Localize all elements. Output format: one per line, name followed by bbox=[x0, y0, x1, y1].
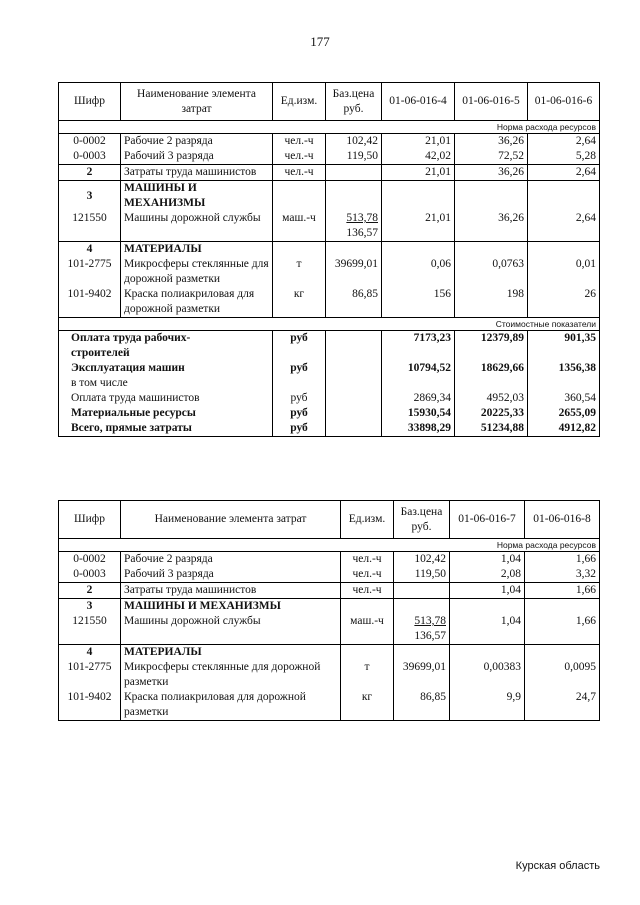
norm-label: Норма расхода ресурсов bbox=[450, 539, 600, 552]
row-name: Микросферы стеклянные для дорожной разметки bbox=[121, 660, 341, 690]
row-value-1: 0,00383 bbox=[450, 660, 525, 690]
resource-table-1 bbox=[58, 82, 600, 437]
row-value-2: 36,26 bbox=[455, 211, 528, 242]
cost-unit: руб bbox=[273, 421, 326, 437]
cost-value-2: 20225,33 bbox=[455, 406, 528, 421]
header-unit: Ед.изм. bbox=[341, 501, 394, 539]
section-title: МАШИНЫ И МЕХАНИЗМЫ bbox=[121, 599, 341, 615]
row-unit: чел.-ч bbox=[273, 149, 326, 165]
section-code: 3 bbox=[59, 181, 121, 212]
row-unit: чел.-ч bbox=[273, 165, 326, 181]
header-name: Наименование элемента затрат bbox=[121, 83, 273, 121]
row-name: Машины дорожной службы bbox=[121, 614, 341, 645]
row-price: 119,50 bbox=[394, 567, 450, 583]
header-col-3: 01-06-016-6 bbox=[528, 83, 600, 121]
section-title: МАШИНЫ И МЕХАНИЗМЫ bbox=[121, 181, 273, 212]
cost-value-3: 1356,38 bbox=[528, 361, 600, 376]
section-code: 4 bbox=[59, 645, 121, 661]
row-code: 2 bbox=[59, 583, 121, 599]
row-name: Краска полиакриловая для дорожной разметки bbox=[121, 690, 341, 721]
cost-value-3: 4912,82 bbox=[528, 421, 600, 437]
row-value-2: 0,0095 bbox=[525, 660, 600, 690]
table-row bbox=[59, 165, 600, 181]
header-code: Шифр bbox=[59, 501, 121, 539]
table-row bbox=[59, 567, 600, 583]
row-code: 101-2775 bbox=[59, 660, 121, 690]
row-price: 513,78 136,57 bbox=[326, 211, 382, 242]
row-name: Рабочий 3 разряда bbox=[121, 567, 341, 583]
header-col-2: 01-06-016-8 bbox=[525, 501, 600, 539]
cost-unit: руб bbox=[273, 361, 326, 376]
row-name: Рабочие 2 разряда bbox=[121, 134, 273, 150]
page-number: 177 bbox=[310, 34, 330, 49]
cost-row bbox=[59, 391, 600, 406]
cost-name: Эксплуатация машин bbox=[59, 361, 273, 376]
cost-row bbox=[59, 376, 600, 391]
norm-label-row bbox=[59, 539, 600, 552]
row-value-1: 156 bbox=[382, 287, 455, 318]
cost-name: Всего, прямые затраты bbox=[59, 421, 273, 437]
row-value-1: 21,01 bbox=[382, 211, 455, 242]
row-code: 121550 bbox=[59, 614, 121, 645]
row-value-3: 0,01 bbox=[528, 257, 600, 287]
row-unit: т bbox=[273, 257, 326, 287]
row-value-1: 1,04 bbox=[450, 552, 525, 568]
header-name: Наименование элемента затрат bbox=[121, 501, 341, 539]
header-code: Шифр bbox=[59, 83, 121, 121]
row-price: 39699,01 bbox=[394, 660, 450, 690]
row-value-3: 26 bbox=[528, 287, 600, 318]
row-name: Затраты труда машинистов bbox=[121, 583, 341, 599]
row-name: Микросферы стеклянные для дорожной разметки bbox=[121, 257, 273, 287]
header-col-1: 01-06-016-7 bbox=[450, 501, 525, 539]
row-value-2: 1,66 bbox=[525, 614, 600, 645]
row-code: 101-9402 bbox=[59, 287, 121, 318]
row-price: 513,78 136,57 bbox=[394, 614, 450, 645]
table-row bbox=[59, 690, 600, 721]
row-price bbox=[326, 165, 382, 181]
row-unit: чел.-ч bbox=[341, 583, 394, 599]
row-value-2: 36,26 bbox=[455, 165, 528, 181]
row-value-1: 42,02 bbox=[382, 149, 455, 165]
row-price: 119,50 bbox=[326, 149, 382, 165]
header-price: Баз.цена руб. bbox=[394, 501, 450, 539]
row-value-1: 1,04 bbox=[450, 614, 525, 645]
table-row bbox=[59, 552, 600, 568]
section-row bbox=[59, 645, 600, 661]
cost-row bbox=[59, 331, 600, 362]
row-price: 102,42 bbox=[326, 134, 382, 150]
row-value-2: 1,66 bbox=[525, 552, 600, 568]
row-code: 101-9402 bbox=[59, 690, 121, 721]
cost-value-3: 360,54 bbox=[528, 391, 600, 406]
row-value-1: 2,08 bbox=[450, 567, 525, 583]
cost-value-2: 18629,66 bbox=[455, 361, 528, 376]
section-row bbox=[59, 181, 600, 212]
table-row bbox=[59, 583, 600, 599]
table-header-row bbox=[59, 501, 600, 539]
row-name: Машины дорожной службы bbox=[121, 211, 273, 242]
cost-name: Оплата труда машинистов bbox=[59, 391, 273, 406]
section-code: 4 bbox=[59, 242, 121, 258]
row-value-1: 21,01 bbox=[382, 165, 455, 181]
row-code: 121550 bbox=[59, 211, 121, 242]
header-price: Баз.цена руб. bbox=[326, 83, 382, 121]
cost-row bbox=[59, 421, 600, 437]
table-row bbox=[59, 257, 600, 287]
row-value-2: 36,26 bbox=[455, 134, 528, 150]
row-value-2: 72,52 bbox=[455, 149, 528, 165]
row-value-2: 1,66 bbox=[525, 583, 600, 599]
cost-value-1: 10794,52 bbox=[382, 361, 455, 376]
table-header-row bbox=[59, 83, 600, 121]
cost-value-1: 33898,29 bbox=[382, 421, 455, 437]
table-row bbox=[59, 287, 600, 318]
row-value-1: 21,01 bbox=[382, 134, 455, 150]
row-unit: маш.-ч bbox=[341, 614, 394, 645]
row-value-1: 0,06 bbox=[382, 257, 455, 287]
row-price: 39699,01 bbox=[326, 257, 382, 287]
row-unit: маш.-ч bbox=[273, 211, 326, 242]
cost-row bbox=[59, 361, 600, 376]
row-value-3: 2,64 bbox=[528, 134, 600, 150]
row-code: 0-0002 bbox=[59, 552, 121, 568]
row-unit: кг bbox=[341, 690, 394, 721]
cost-row bbox=[59, 406, 600, 421]
resource-table-2 bbox=[58, 500, 600, 721]
section-row bbox=[59, 242, 600, 258]
row-unit: чел.-ч bbox=[273, 134, 326, 150]
row-value-3: 5,28 bbox=[528, 149, 600, 165]
row-value-3: 2,64 bbox=[528, 165, 600, 181]
row-price bbox=[394, 583, 450, 599]
cost-unit: руб bbox=[273, 406, 326, 421]
cost-label-row bbox=[59, 318, 600, 331]
section-title: МАТЕРИАЛЫ bbox=[121, 242, 273, 258]
cost-value-1: 15930,54 bbox=[382, 406, 455, 421]
cost-name: Оплата труда рабочих-строителей bbox=[59, 331, 273, 362]
row-price: 102,42 bbox=[394, 552, 450, 568]
row-unit: т bbox=[341, 660, 394, 690]
row-value-2: 24,7 bbox=[525, 690, 600, 721]
row-code: 2 bbox=[59, 165, 121, 181]
table-row bbox=[59, 211, 600, 242]
cost-value-3: 901,35 bbox=[528, 331, 600, 362]
table-row bbox=[59, 660, 600, 690]
section-title: МАТЕРИАЛЫ bbox=[121, 645, 341, 661]
row-value-3: 2,64 bbox=[528, 211, 600, 242]
cost-name: Материальные ресурсы bbox=[59, 406, 273, 421]
header-col-1: 01-06-016-4 bbox=[382, 83, 455, 121]
row-name: Рабочие 2 разряда bbox=[121, 552, 341, 568]
row-code: 101-2775 bbox=[59, 257, 121, 287]
row-value-2: 0,0763 bbox=[455, 257, 528, 287]
row-unit: чел.-ч bbox=[341, 552, 394, 568]
row-price: 86,85 bbox=[394, 690, 450, 721]
cost-value-3: 2655,09 bbox=[528, 406, 600, 421]
cost-value-1: 7173,23 bbox=[382, 331, 455, 362]
norm-label-row bbox=[59, 121, 600, 134]
cost-label: Стоимостные показатели bbox=[382, 318, 600, 331]
section-code: 3 bbox=[59, 599, 121, 615]
cost-value-2: 12379,89 bbox=[455, 331, 528, 362]
row-name: Краска полиакриловая для дорожной разметки bbox=[121, 287, 273, 318]
norm-label: Норма расхода ресурсов bbox=[382, 121, 600, 134]
row-name: Рабочий 3 разряда bbox=[121, 149, 273, 165]
cost-value-2: 51234,88 bbox=[455, 421, 528, 437]
cost-unit: руб bbox=[273, 331, 326, 362]
table-row bbox=[59, 134, 600, 150]
row-code: 0-0002 bbox=[59, 134, 121, 150]
table-row bbox=[59, 614, 600, 645]
row-price: 86,85 bbox=[326, 287, 382, 318]
row-code: 0-0003 bbox=[59, 149, 121, 165]
row-unit: кг bbox=[273, 287, 326, 318]
section-row bbox=[59, 599, 600, 615]
header-col-2: 01-06-016-5 bbox=[455, 83, 528, 121]
header-unit: Ед.изм. bbox=[273, 83, 326, 121]
row-value-1: 1,04 bbox=[450, 583, 525, 599]
row-unit: чел.-ч bbox=[341, 567, 394, 583]
row-value-2: 3,32 bbox=[525, 567, 600, 583]
row-name: Затраты труда машинистов bbox=[121, 165, 273, 181]
cost-value-2: 4952,03 bbox=[455, 391, 528, 406]
row-code: 0-0003 bbox=[59, 567, 121, 583]
row-value-2: 198 bbox=[455, 287, 528, 318]
cost-name: в том числе bbox=[59, 376, 273, 391]
table-row bbox=[59, 149, 600, 165]
row-value-1: 9,9 bbox=[450, 690, 525, 721]
cost-value-1: 2869,34 bbox=[382, 391, 455, 406]
cost-unit: руб bbox=[273, 391, 326, 406]
footer-region-label: Курская область bbox=[515, 860, 600, 872]
